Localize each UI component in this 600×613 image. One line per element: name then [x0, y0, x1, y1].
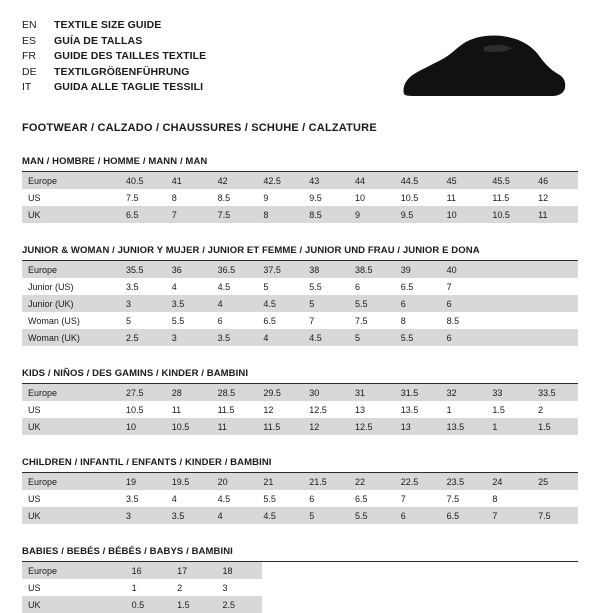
- row-label: Junior (UK): [22, 295, 120, 312]
- size-table: [22, 172, 578, 223]
- size-cell: 6.5: [395, 278, 441, 295]
- size-cell: 3: [120, 507, 166, 524]
- size-cell: 7: [303, 312, 349, 329]
- table-row: [22, 295, 578, 312]
- size-cell: 3.5: [120, 490, 166, 507]
- block-title: CHILDREN / INFANTIL / ENFANTS / KINDER / BAMBINI: [22, 457, 578, 473]
- size-cell: 33: [486, 384, 532, 401]
- size-cell: 42.5: [257, 172, 303, 189]
- table-row: [22, 473, 578, 490]
- row-label: UK: [22, 507, 120, 524]
- size-cell: 9.5: [303, 189, 349, 206]
- size-cell: 11.5: [212, 401, 258, 418]
- size-cell: 8: [257, 206, 303, 223]
- language-code: DE: [22, 65, 37, 78]
- size-cell: [532, 329, 578, 346]
- size-cell: 18: [217, 562, 262, 579]
- size-cell: [486, 329, 532, 346]
- size-cell: 31.5: [395, 384, 441, 401]
- size-cell: 22.5: [395, 473, 441, 490]
- size-cell: 7.5: [441, 490, 487, 507]
- table-row: [22, 596, 262, 613]
- size-cell: 13: [349, 401, 395, 418]
- size-cell: [532, 490, 578, 507]
- size-cell: 5.5: [349, 295, 395, 312]
- size-cell: [532, 261, 578, 278]
- size-cell: 38.5: [349, 261, 395, 278]
- row-label: Europe: [22, 261, 120, 278]
- size-cell: 6.5: [349, 490, 395, 507]
- table-row: [22, 172, 578, 189]
- size-cell: 1: [486, 418, 532, 435]
- size-cell: 4.5: [212, 490, 258, 507]
- size-block-children: [22, 457, 578, 524]
- size-cell: 9: [257, 189, 303, 206]
- size-cell: 30: [303, 384, 349, 401]
- table-row: [22, 261, 578, 278]
- language-row: [22, 49, 206, 65]
- size-cell: 16: [126, 562, 171, 579]
- size-cell: 2.5: [217, 596, 262, 613]
- size-block-kids: [22, 368, 578, 435]
- size-cell: 5.5: [303, 278, 349, 295]
- size-cell: 28: [166, 384, 212, 401]
- row-label: UK: [22, 206, 120, 223]
- size-cell: 10: [441, 206, 487, 223]
- size-cell: 8: [486, 490, 532, 507]
- size-cell: [532, 295, 578, 312]
- size-cell: 38: [303, 261, 349, 278]
- size-cell: 12: [532, 189, 578, 206]
- row-label: UK: [22, 596, 126, 613]
- size-cell: 12.5: [349, 418, 395, 435]
- size-cell: 7: [166, 206, 212, 223]
- size-cell: 11: [166, 401, 212, 418]
- size-cell: 5: [349, 329, 395, 346]
- size-cell: 12: [303, 418, 349, 435]
- size-block-man: [22, 156, 578, 223]
- size-cell: 9: [349, 206, 395, 223]
- size-cell: 11: [441, 189, 487, 206]
- size-cell: 8.5: [303, 206, 349, 223]
- size-cell: 6: [441, 295, 487, 312]
- size-cell: 6: [395, 295, 441, 312]
- size-cell: 31: [349, 384, 395, 401]
- language-code: EN: [22, 19, 37, 31]
- size-cell: 3: [166, 329, 212, 346]
- size-table: [22, 562, 262, 613]
- size-cell: 4.5: [257, 295, 303, 312]
- size-cell: 19.5: [166, 473, 212, 490]
- size-cell: 12: [257, 401, 303, 418]
- size-cell: 23.5: [441, 473, 487, 490]
- size-cell: 6: [395, 507, 441, 524]
- table-row: [22, 189, 578, 206]
- size-cell: 4: [212, 507, 258, 524]
- size-cell: 45: [441, 172, 487, 189]
- language-row: [22, 80, 206, 96]
- size-cell: 8: [166, 189, 212, 206]
- language-row: [22, 18, 206, 34]
- size-cell: 12.5: [303, 401, 349, 418]
- row-label: US: [22, 579, 126, 596]
- size-cell: 3: [120, 295, 166, 312]
- size-cell: 4.5: [303, 329, 349, 346]
- size-block-babies: [22, 546, 578, 613]
- size-cell: 6.5: [120, 206, 166, 223]
- size-cell: 3.5: [212, 329, 258, 346]
- size-cell: 6: [349, 278, 395, 295]
- size-cell: 21: [257, 473, 303, 490]
- size-cell: 5.5: [257, 490, 303, 507]
- block-title: MAN / HOMBRE / HOMME / MANN / MAN: [22, 156, 578, 172]
- language-title: TEXTILE SIZE GUIDE: [54, 19, 162, 31]
- table-row: [22, 329, 578, 346]
- size-cell: 10.5: [486, 206, 532, 223]
- size-cell: 7.5: [212, 206, 258, 223]
- page-title: FOOTWEAR / CALZADO / CHAUSSURES / SCHUHE / CALZATURE: [22, 122, 377, 134]
- size-table: [22, 261, 578, 346]
- language-row: [22, 34, 206, 50]
- size-cell: 8.5: [212, 189, 258, 206]
- size-cell: 44.5: [395, 172, 441, 189]
- size-block-junior-woman: [22, 245, 578, 346]
- table-row: [22, 206, 578, 223]
- size-cell: 4.5: [257, 507, 303, 524]
- language-title: GUIDE DES TAILLES TEXTILE: [54, 50, 207, 62]
- size-cell: 25: [532, 473, 578, 490]
- size-cell: 39: [395, 261, 441, 278]
- size-cell: 22: [349, 473, 395, 490]
- size-cell: [486, 312, 532, 329]
- size-cell: 4: [166, 278, 212, 295]
- language-row: [22, 65, 206, 81]
- size-cell: 21.5: [303, 473, 349, 490]
- size-cell: 20: [212, 473, 258, 490]
- size-cell: 32: [441, 384, 487, 401]
- size-cell: 5.5: [395, 329, 441, 346]
- table-row: [22, 507, 578, 524]
- size-cell: 36: [166, 261, 212, 278]
- size-cell: 10: [349, 189, 395, 206]
- table-row: [22, 278, 578, 295]
- size-cell: 2.5: [120, 329, 166, 346]
- size-cell: 3.5: [166, 507, 212, 524]
- size-cell: 5.5: [166, 312, 212, 329]
- size-cell: 11.5: [257, 418, 303, 435]
- size-cell: [532, 312, 578, 329]
- size-cell: [486, 295, 532, 312]
- size-cell: 11: [532, 206, 578, 223]
- size-cell: 7: [395, 490, 441, 507]
- size-cell: 5: [257, 278, 303, 295]
- size-cell: 4: [257, 329, 303, 346]
- size-cell: 3: [217, 579, 262, 596]
- language-code: IT: [22, 81, 32, 93]
- size-cell: 7: [441, 278, 487, 295]
- language-title: GUÍA DE TALLAS: [54, 34, 143, 47]
- size-cell: 2: [532, 401, 578, 418]
- size-cell: 1: [441, 401, 487, 418]
- row-label: Europe: [22, 172, 120, 189]
- size-cell: 4.5: [212, 278, 258, 295]
- size-cell: 4: [212, 295, 258, 312]
- size-cell: 40.5: [120, 172, 166, 189]
- row-label: Europe: [22, 562, 126, 579]
- block-title: KIDS / NIÑOS / DES GAMINS / KINDER / BAMBINI: [22, 368, 578, 384]
- block-title: BABIES / BEBÉS / BÉBÉS / BABYS / BAMBINI: [22, 546, 578, 562]
- size-cell: 10.5: [166, 418, 212, 435]
- size-cell: 8.5: [441, 312, 487, 329]
- size-cell: [486, 261, 532, 278]
- row-label: US: [22, 401, 120, 418]
- size-cell: 37.5: [257, 261, 303, 278]
- table-row: [22, 312, 578, 329]
- size-cell: 7.5: [349, 312, 395, 329]
- size-cell: 17: [171, 562, 216, 579]
- size-cell: [486, 278, 532, 295]
- size-cell: 42: [212, 172, 258, 189]
- table-row: [22, 579, 262, 596]
- size-cell: 36.5: [212, 261, 258, 278]
- size-cell: 3.5: [120, 278, 166, 295]
- language-code: FR: [22, 50, 36, 62]
- row-label: Europe: [22, 384, 120, 401]
- size-cell: 35.5: [120, 261, 166, 278]
- row-label: Junior (US): [22, 278, 120, 295]
- size-cell: 33.5: [532, 384, 578, 401]
- size-cell: 5: [303, 507, 349, 524]
- size-cell: 1: [126, 579, 171, 596]
- size-cell: 41: [166, 172, 212, 189]
- size-cell: 27.5: [120, 384, 166, 401]
- size-cell: 43: [303, 172, 349, 189]
- size-cell: 4: [166, 490, 212, 507]
- size-cell: 6.5: [257, 312, 303, 329]
- size-cell: 10: [120, 418, 166, 435]
- size-table: [22, 384, 578, 435]
- dress-shoe-icon: [388, 32, 568, 108]
- size-cell: 7: [486, 507, 532, 524]
- document-header: [22, 18, 578, 110]
- size-cell: 5: [303, 295, 349, 312]
- size-cell: 1.5: [532, 418, 578, 435]
- row-label: UK: [22, 418, 120, 435]
- size-cell: 6: [441, 329, 487, 346]
- row-label: Europe: [22, 473, 120, 490]
- size-cell: 10.5: [120, 401, 166, 418]
- size-cell: 13.5: [395, 401, 441, 418]
- block-title: JUNIOR & WOMAN / JUNIOR Y MUJER / JUNIOR ET FEMME / JUNIOR UND FRAU / JUNIOR E DONA: [22, 245, 578, 261]
- size-cell: 5.5: [349, 507, 395, 524]
- size-cell: 3.5: [166, 295, 212, 312]
- table-row: [22, 401, 578, 418]
- size-cell: 29.5: [257, 384, 303, 401]
- size-cell: [532, 278, 578, 295]
- size-cell: 1.5: [171, 596, 216, 613]
- size-cell: 13: [395, 418, 441, 435]
- size-cell: 2: [171, 579, 216, 596]
- language-title-list: [22, 18, 206, 96]
- row-label: US: [22, 490, 120, 507]
- size-cell: 6: [303, 490, 349, 507]
- row-label: Woman (UK): [22, 329, 120, 346]
- table-row: [22, 418, 578, 435]
- table-row: [22, 490, 578, 507]
- size-cell: 11: [212, 418, 258, 435]
- row-label: Woman (US): [22, 312, 120, 329]
- row-label: US: [22, 189, 120, 206]
- size-cell: 11.5: [486, 189, 532, 206]
- size-cell: 40: [441, 261, 487, 278]
- size-cell: 7.5: [120, 189, 166, 206]
- size-cell: 0.5: [126, 596, 171, 613]
- table-row: [22, 384, 578, 401]
- size-cell: 8: [395, 312, 441, 329]
- size-cell: 6: [212, 312, 258, 329]
- language-title: GUIDA ALLE TAGLIE TESSILI: [54, 81, 204, 93]
- size-cell: 9.5: [395, 206, 441, 223]
- size-cell: 13.5: [441, 418, 487, 435]
- size-table: [22, 473, 578, 524]
- size-cell: 19: [120, 473, 166, 490]
- size-cell: 45.5: [486, 172, 532, 189]
- language-title: TEXTILGRÖßENFÜHRUNG: [54, 65, 190, 78]
- size-cell: 1.5: [486, 401, 532, 418]
- size-cell: 6.5: [441, 507, 487, 524]
- size-cell: 46: [532, 172, 578, 189]
- size-cell: 24: [486, 473, 532, 490]
- table-row: [22, 562, 262, 579]
- size-cell: 44: [349, 172, 395, 189]
- size-cell: 10.5: [395, 189, 441, 206]
- size-cell: 7.5: [532, 507, 578, 524]
- size-cell: 28.5: [212, 384, 258, 401]
- language-code: ES: [22, 34, 37, 47]
- size-cell: 5: [120, 312, 166, 329]
